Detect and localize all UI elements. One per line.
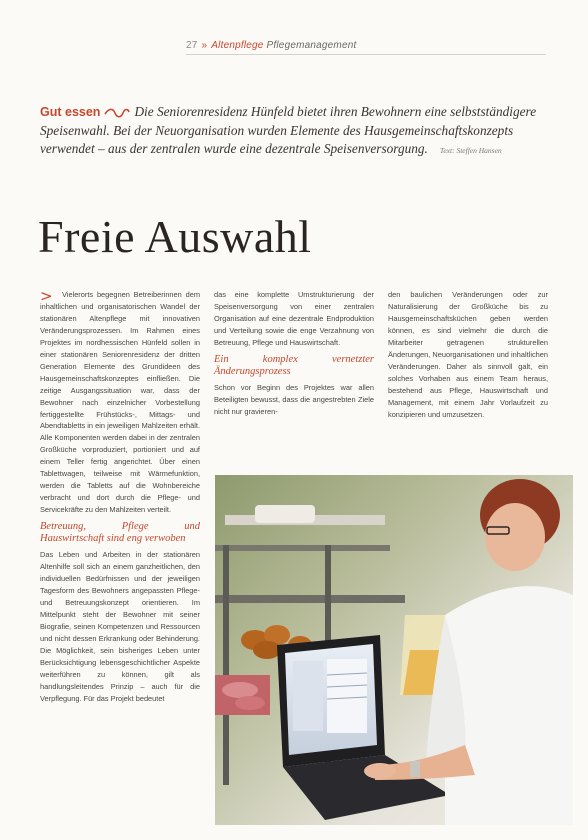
swirl-ornament-icon (104, 108, 130, 118)
arrow-bullet-icon: > (40, 287, 53, 305)
lead-text: Die Seniorenresidenz Hünfeld bietet ihren Bewohnern eine selbstständigere Speisenwahl. Bei der Neuorganisation wurden Elemente des Hausgemeinschaftskonzepts verwendet – aus der zentralen wurde eine dezentrale Speisenversorgung. (40, 104, 537, 156)
article-photo (215, 475, 573, 825)
article-title: Freie Auswahl (38, 211, 312, 262)
subsection-label: Pflegemanagement (266, 40, 357, 51)
subheading-aenderungsprozess: Ein komplex vernetzter Änderungsprozess (214, 353, 374, 377)
lead-kicker: Gut essen (40, 105, 101, 119)
photo-illustration (215, 475, 573, 825)
section-label: Altenpflege (211, 40, 264, 51)
column-3 (388, 289, 548, 420)
column-1-paragraph-2: Das Leben und Arbeiten in der stationären Altenhilfe soll sich an einem ganzheitlichen, den individuellen Bedürfnissen und der jeweiligen Tagesform des Bewohners angepassten Pflege- und Betreuungskonzept orientieren. Im Mittelpunkt steht der Bewohner mit seiner Biografie, seinen Kompetenzen und Ressourcen und nicht dessen Erkrankung oder Behinderung. Die Möglichkeit, sein bisheriges Leben unter Berücksichtigung lebensgeschichtlicher Aspekte weiterführen zu können, gilt als handlungsleitendes Prinzip – auch für die Verpflegung. Für das Projekt bedeutet (40, 550, 200, 703)
author-credit: Text: Steffen Hansen (439, 146, 502, 155)
page-number: 27 (186, 40, 198, 51)
lead-paragraph (40, 103, 540, 161)
column-2-paragraph-1: das eine komplette Umstrukturierung der Speisenversorgung von einer zentralen Organisation auf eine dezentrale Endproduktion und Verteilung sowie die enge Verzahnung von Betreuung, Pflege und Hauswirtschaft. (214, 290, 374, 347)
column-1 (40, 289, 200, 705)
header-rule (186, 54, 546, 55)
column-1-paragraph-1: Vielerorts begegnen Betreiberinnen dem inhaltlichen und organisatorischen Wandel der stationären Altenpflege mit innovativen Veränderungsprozessen. Im Rahmen eines Projektes im nordhessischen Hünfeld sollen in einer stationären Seniorenresidenz der dritten Generation Elemente des Grundideen des Hausgemeinschaftskonzeptes einfließen. Die zeitige Ausgangssituation war, dass der Bewohner nach einzelnicher Vorbestellung fertiggestellte Frühstücks-, Mittags- und Abendtabletts in ein jeweiligen Mahlzeiten erhält. Alle Komponenten werden dabei in der zentralen Großküche vorproduziert, portioniert und auf einem Teller fertig angerichtet. Über einen Tablettwagen, teilweise mit Wärmefunktion, werden die Tabletts auf die Wohnbereiche verbracht und dort durch die Pflege- und Servicekräfte zu den Mahlzeiten verteilt. (40, 290, 200, 515)
column-2-paragraph-2: Schon vor Beginn des Projektes war allen Beteiligten bewusst, dass die angestrebten Ziele nicht nur gravieren- (214, 382, 374, 416)
column-2 (214, 289, 374, 418)
header-separator: » (201, 40, 208, 51)
column-3-paragraph-1: den baulichen Veränderungen oder zur Naturalisierung der Großküche bis zu Hausgemeinschaftsküchen geben werden können, es sind vielmehr die durch die Mitarbeiter getragenen strukturellen Änderungen, Neuorganisationen und inhaltlichen Veränderungen. Daher als sinnvoll galt, ein solches Vorhaben aus einem Team heraus, bestehend aus Pflege, Hauswirtschaft und Management, mit einem Jahr Vorlaufzeit zu konzipieren und umzusetzen. (388, 290, 548, 419)
page-header (186, 40, 356, 51)
subheading-betreuung: Betreuung, Pflege und Hauswirtschaft sind eng verwoben (40, 521, 200, 545)
